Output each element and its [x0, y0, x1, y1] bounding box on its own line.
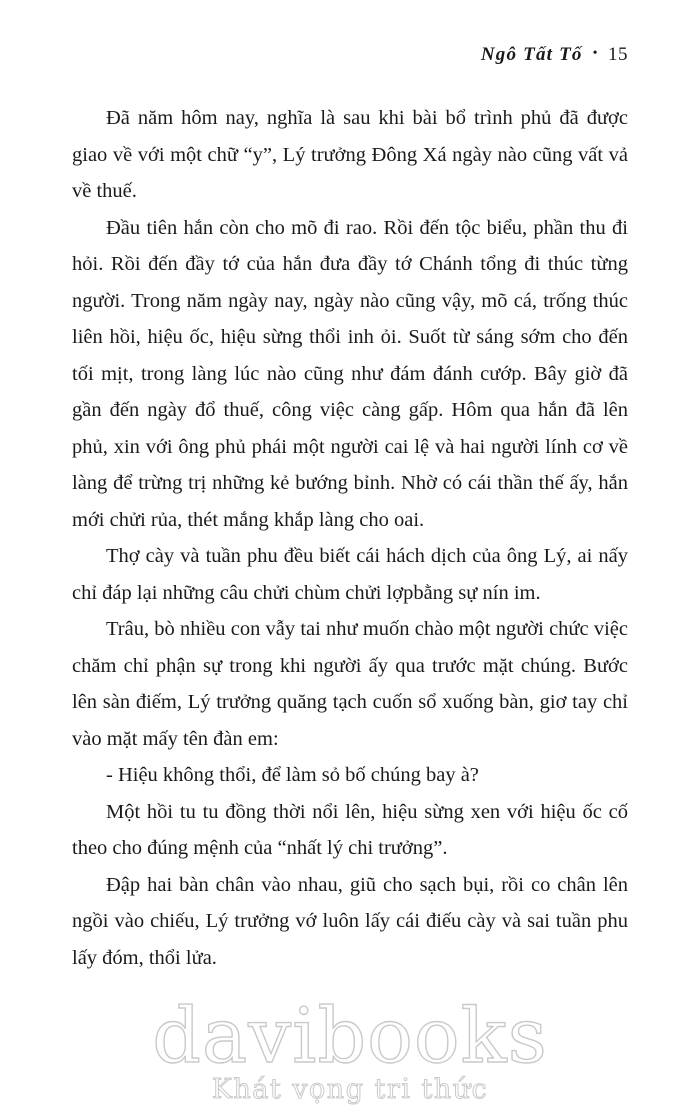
- header-author: Ngô Tất Tố: [480, 44, 583, 65]
- paragraph: Một hồi tu tu đồng thời nổi lên, hiệu sừng xen với hiệu ốc cố theo cho đúng mệnh của “nhất lý chi trưởng”.: [72, 800, 628, 859]
- paragraph: - Hiệu không thổi, để làm sỏ bố chúng bay à?: [106, 764, 479, 786]
- paragraph: Trâu, bò nhiều con vẫy tai như muốn chào một người chức việc chăm chỉ phận sự trong khi người ấy qua trước mặt chúng. Bước lên sàn điếm, Lý trưởng quăng tạch cuốn sổ xuống bàn, giơ tay chỉ vào mặt mấy tên đàn em:: [72, 618, 628, 750]
- watermark: [0, 991, 700, 1107]
- body-text: [72, 100, 628, 976]
- page-header: [481, 44, 628, 66]
- header-separator-dot: •: [592, 46, 598, 61]
- paragraph: Đầu tiên hắn còn cho mõ đi rao. Rồi đến tộc biểu, phần thu đi hỏi. Rồi đến đầy tớ của hắn đưa đầy tớ Chánh tổng đi thúc từng người. Trong năm ngày nay, ngày nào cũng vậy, mõ cá, trống thúc liên hồi, hiệu ốc, hiệu sừng thổi inh ỏi. Suốt từ sáng sớm cho đến tối mịt, trong làng lúc nào cũng như đám đánh cướp. Bây giờ đã gần đến ngày đổ thuế, công việc càng gấp. Hôm qua hắn đã lên phủ, xin với ông phủ phái một người cai lệ và hai người lính cơ về làng để trừng trị những kẻ bướng bỉnh. Nhờ có cái thần thế ấy, hắn mới chửi rủa, thét mắng khắp làng cho oai.: [72, 216, 628, 531]
- paragraph: Đập hai bàn chân vào nhau, giũ cho sạch bụi, rồi co chân lên ngồi vào chiếu, Lý trưởng vớ luôn lấy cái điếu cày và sai tuần phu lấy đóm, thổi lửa.: [72, 873, 628, 969]
- watermark-brand: davibooks: [152, 991, 548, 1080]
- paragraph: Đã năm hôm nay, nghĩa là sau khi bài bổ trình phủ đã được giao về với một chữ “y”, Lý trưởng Đông Xá ngày nào cũng vất vả về thuế.: [72, 107, 628, 202]
- paragraph: Thợ cày và tuần phu đều biết cái hách dịch của ông Lý, ai nấy chỉ đáp lại những câu chửi chùm chửi lợpbằng sự nín im.: [72, 545, 628, 604]
- page-number: 15: [608, 44, 628, 65]
- watermark-tagline: Khát vọng tri thức: [211, 1074, 489, 1105]
